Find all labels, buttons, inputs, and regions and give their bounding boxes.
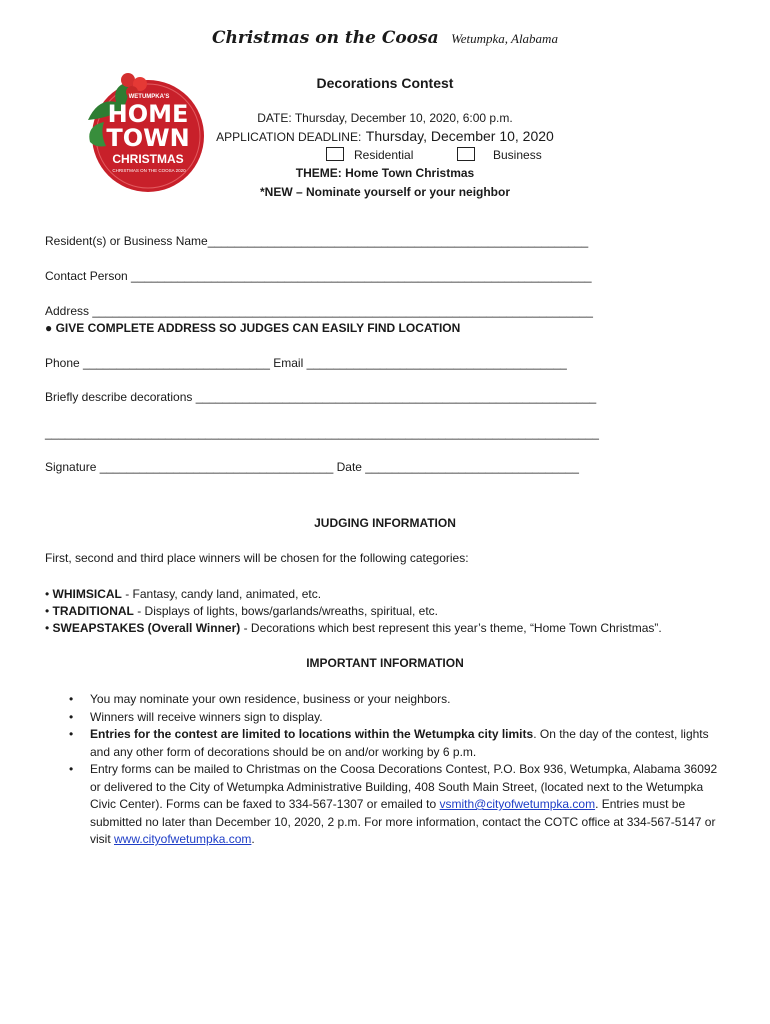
logo-bottom-text: CHRISTMAS ON THE COOSA 2020 (112, 168, 186, 173)
business-checkbox[interactable] (457, 147, 475, 161)
contest-date: DATE: Thursday, December 10, 2020, 6:00 p.m. (257, 111, 513, 125)
judging-intro: First, second and third place winners will be chosen for the following categories: (45, 551, 469, 565)
business-label: Business (493, 148, 542, 162)
judging-categories (45, 586, 745, 637)
category-label: SWEAPSTAKES (Overall Winner) (52, 621, 241, 635)
signature-date-field[interactable]: Signature ___________________________________ Date ________________________________ (45, 460, 579, 474)
website-link[interactable]: www.cityofwetumpka.com (114, 832, 252, 846)
important-heading: IMPORTANT INFORMATION (306, 656, 464, 670)
address-field[interactable]: Address ___________________________________________________________________________ (45, 304, 593, 318)
event-location: Wetumpka, Alabama (451, 31, 558, 46)
phone-email-field[interactable]: Phone ____________________________ Email _______________________________________ (45, 356, 567, 370)
describe-continuation-field[interactable]: ___________________________________________________________________________________ (45, 426, 599, 440)
new-note: *NEW – Nominate yourself or your neighbor (259, 185, 511, 199)
logo-line-christmas: CHRISTMAS (112, 152, 184, 166)
theme-line: THEME: Home Town Christmas (295, 166, 475, 180)
category-item: • WHIMSICAL - Fantasy, candy land, animated, etc. (45, 587, 322, 601)
important-item: • Winners will receive winners sign to display. (69, 709, 323, 724)
email-link[interactable]: vsmith@cityofwetumpka.com (439, 797, 596, 811)
important-item-text: . (251, 832, 255, 846)
important-item-text: You may nominate your own residence, business or your neighbors. (90, 692, 451, 706)
category-text: - Decorations which best represent this year’s theme, “Home Town Christmas”. (240, 621, 662, 635)
residential-checkbox[interactable] (326, 147, 344, 161)
business-option[interactable] (457, 147, 542, 162)
deadline-value: Thursday, December 10, 2020 (365, 128, 554, 144)
category-item: • TRADITIONAL - Displays of lights, bows/garlands/wreaths, spiritual, etc. (45, 604, 438, 618)
important-item-text: . On the day of the contest, lights and any other form of decorations should be on and/or working by 6 p.m. (90, 727, 709, 759)
category-label: WHIMSICAL (52, 587, 122, 601)
deadline-label: APPLICATION DEADLINE: (216, 130, 362, 144)
logo-top-text: WETUMPKA'S (128, 94, 170, 100)
describe-decorations-field[interactable]: Briefly describe decorations ____________________________________________________________ (45, 390, 597, 404)
important-list (69, 691, 729, 849)
logo-line-home: HOME (107, 100, 189, 128)
category-text: - Fantasy, candy land, animated, etc. (121, 587, 322, 601)
category-text: - Displays of lights, bows/garlands/wreaths, spiritual, etc. (133, 604, 438, 618)
important-item-text: Entry forms can be mailed to Christmas on the Coosa Decorations Contest, P.O. Box 936, Wetumpka, Alabama 36092 or delivered to the City of Wetumpka Administrative Building, 408 South Main Street, (located next to the Wetumpka Civic Center). Forms can be faxed to 334-567-1307 or emailed to (90, 762, 718, 811)
important-item-text: . Entries must be submitted no later than December 10, 2020, 2 p.m. For more information, contact the COTC office at 334-567-5147 or visit (90, 797, 716, 846)
important-item: • Entry forms can be mailed to Christmas on the Coosa Decorations Contest, P.O. Box 936, Wetumpka, Alabama 36092 or delivered to the City of Wetumpka Administrative Building, 408 South Main Street, (located next to the Wetumpka Civic Center). Forms can be faxed to 334-567-1307 or emailed to vsmith@cityofwetumpka.com. Entries must be submitted no later than December 10, 2020, 2 p.m. For more information, contact the COTC office at 334-567-5147 or visit www.cityofwetumpka.com. (69, 762, 718, 846)
category-item: • SWEAPSTAKES (Overall Winner) - Decorations which best represent this year’s theme, “Home Town Christmas”. (45, 621, 662, 635)
residential-label: Residential (354, 148, 414, 162)
page-title (0, 28, 770, 48)
event-title: Christmas on the Coosa (212, 28, 439, 48)
contact-person-field[interactable]: Contact Person _____________________________________________________________________ (45, 269, 592, 283)
important-item: • Entries for the contest are limited to locations within the Wetumpka city limits. On the day of the contest, lights and any other form of decorations should be on and/or working by 6 p.m. (69, 727, 709, 759)
judging-heading: JUDGING INFORMATION (314, 516, 456, 530)
address-note: ● GIVE COMPLETE ADDRESS SO JUDGES CAN EASILY FIND LOCATION (45, 321, 461, 335)
important-item: • You may nominate your own residence, business or your neighbors. (69, 692, 451, 706)
category-label: TRADITIONAL (52, 604, 134, 618)
contest-heading: Decorations Contest (316, 75, 454, 91)
city-limits-note: Entries for the contest are limited to locations within the Wetumpka city limits (90, 727, 534, 741)
application-deadline (0, 128, 770, 146)
important-item-text: Winners will receive winners sign to display. (90, 709, 323, 724)
logo-line-town: TOWN (106, 124, 190, 152)
resident-name-field[interactable]: Resident(s) or Business Name_________________________________________________________ (45, 234, 589, 248)
residential-option[interactable] (326, 147, 413, 162)
